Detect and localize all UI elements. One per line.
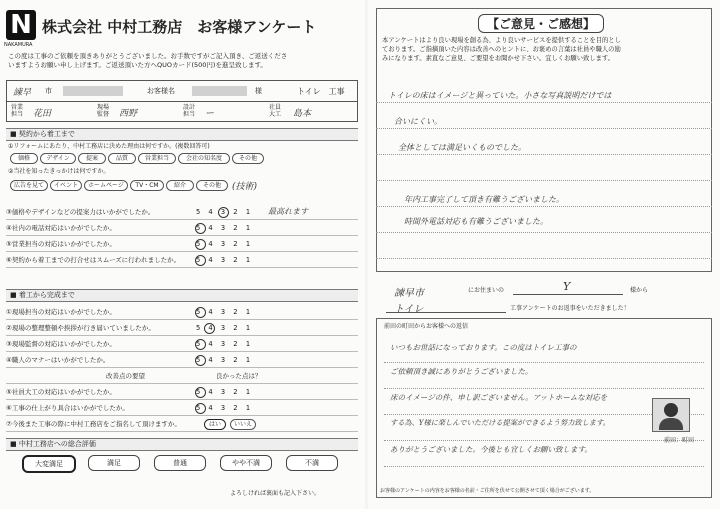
source-referral[interactable]: 紹介 (166, 180, 194, 191)
reason-reputation[interactable]: 会社の知名度 (178, 153, 230, 164)
address-redacted (63, 86, 123, 96)
work-type: トイレ 工事 (297, 87, 345, 96)
repeat-no[interactable]: いいえ (230, 419, 256, 430)
eval-satisfied[interactable]: 満足 (88, 455, 140, 471)
reason-quality[interactable]: 品質 (108, 153, 136, 164)
work-suffix: 工事アンケートのお返事をいただきました！ (510, 305, 630, 312)
reason-sales[interactable]: 営業担当 (138, 153, 176, 164)
logo-caption: NAKAMURA (4, 42, 33, 48)
question-row-feedback: 改善点の要望 良かった点は？ (6, 369, 358, 384)
answer-mark (195, 239, 206, 250)
reply-line-4: する為、Y様に楽しんでいただける提案ができるよう努力致します。 (390, 418, 610, 427)
source-homepage[interactable]: ホームページ (84, 180, 128, 191)
question-row-supervisor: ③現場監督の対応はいかがでしたか。 5 4 3 2 1 (6, 337, 358, 352)
customer-line (513, 294, 623, 295)
comments-intro: 本アンケートはより良い現場を創る為、より良いサービスを提供することを目的とし ております。ご指摘頂いた内容は改善へのヒントに、お褒めの言葉は社員や職人の励 みになります。素直なご意見、ご要望をお聞かせ下さい。宜しくお願い致します。 (382, 37, 621, 62)
reply-line-1: いつもお世話になっております。この度はトイレ工事の (390, 343, 577, 352)
page-title: 株式会社 中村工務店 お客様アンケート (42, 18, 317, 36)
reason-price[interactable]: 価格 (10, 153, 38, 164)
eval-dissatisfied[interactable]: 不満 (286, 455, 338, 471)
answer-mark (204, 323, 215, 334)
comment-line-1: トイレの床はイメージと異っていた。小さな写真説明だけでは (388, 91, 612, 100)
work-name: トイレ (394, 304, 424, 315)
question-row-manners: ④職人のマナーはいかがでしたか。 5 4 3 2 1 (6, 353, 358, 368)
staff-avatar (652, 398, 690, 432)
privacy-footer: お客様のアンケートの内容をお客様の名前・ご住所を伏せて公開させて頂く場合がございます。 (380, 488, 595, 494)
staff-role-design: 設計担当 (183, 104, 196, 118)
eval-neutral[interactable]: 普通 (154, 455, 206, 471)
question-row-phone: ④社内の電話対応はいかがでしたか。 5 4 3 2 1 (6, 221, 358, 236)
question-row-site: ①現場担当の対応はいかがでしたか。 5 4 3 2 1 (6, 305, 358, 320)
question-row-finish: ⑥工事の仕上がり具合はいかがでしたか。 5 4 3 2 1 (6, 401, 358, 416)
repeat-yes[interactable]: はい (204, 419, 226, 430)
answer-mark (195, 355, 206, 366)
section-construction: ■ 着工から完成まで (6, 289, 358, 302)
address-label: 市 (45, 87, 52, 95)
customer-initial-suffix: 様から (630, 287, 649, 294)
answer-mark (195, 307, 206, 318)
customer-city: 諫早市 (394, 288, 424, 299)
source-note: (技術) (232, 182, 258, 192)
staff-name-supervisor: 西野 (119, 109, 138, 119)
reason-design[interactable]: デザイン (40, 153, 76, 164)
answer-mark (195, 387, 206, 398)
reply-line-3: 床のイメージの件、申し訳ございません。アットホームな対応を (390, 393, 608, 402)
customer-info-table (6, 80, 358, 122)
staff-name-sales: 花田 (33, 109, 52, 119)
logo-letter: N (10, 10, 32, 40)
answer-mark (218, 207, 229, 218)
survey-back-page (368, 0, 720, 509)
logo (6, 10, 36, 40)
staff-role-supervisor: 現場監督 (97, 104, 110, 118)
proposal-note: 最高れます (268, 207, 308, 216)
staff-role-carpenter: 社員大工 (269, 104, 282, 118)
eval-somewhat-dissatisfied[interactable]: やや不満 (220, 455, 272, 471)
customer-name-label: お客様名 (147, 87, 175, 95)
reply-header: 前田の町田からお客様への返信 (384, 323, 469, 330)
answer-mark (195, 255, 206, 266)
source-tv[interactable]: TV・CM (130, 180, 164, 191)
customer-initial: Y (563, 280, 571, 293)
page-footer: よろしければ裏面も記入下さい。 (230, 490, 321, 497)
section-contract: ■ 契約から着工まで (6, 128, 358, 141)
comment-line-4: 年内工事完了して頂き有難うございました。 (404, 195, 564, 204)
answer-mark (195, 223, 206, 234)
question-source: ②当社を知ったきっかけは何ですか。 (8, 168, 110, 175)
question-reason: ①リフォームにあたり、中村工務店に決めた理由は何ですか。(複数回答可) (8, 143, 210, 150)
question-row-proposal: ③価格やデザインなどの提案力はいかがでしたか。 5 4 3 2 1 最高れます (6, 205, 358, 220)
staff-name-carpenter: 島本 (293, 109, 312, 119)
reason-proposal[interactable]: 提案 (78, 153, 106, 164)
question-row-meeting: ⑥契約から着工までの打合せはスムーズに行われましたか。 5 4 3 2 1 (6, 253, 358, 268)
section-overall: ■ 中村工務店への総合評価 (6, 438, 358, 451)
question-row-sales: ⑤営業担当の対応はいかがでしたか。 5 4 3 2 1 (6, 237, 358, 252)
source-event[interactable]: イベント (50, 180, 82, 191)
eval-very-satisfied[interactable]: 大変満足 (22, 455, 76, 473)
question-row-tidiness: ②現場の整理整頓や挨拶が行き届いていましたか。 5 4 3 2 1 (6, 321, 358, 336)
customer-name-redacted (192, 86, 247, 96)
work-line (386, 312, 506, 313)
evaluation-buttons (10, 455, 350, 471)
answer-mark (195, 339, 206, 350)
answer-mark (195, 403, 206, 414)
intro-text: この度は工事のご依頼を頂きありがとうございました。お手数ですがご記入頂き、ご返送くださ いますようお願い申し上げます。ご返送頂いた方へQUOカード(500円)を進呈致します。 (8, 52, 288, 69)
comment-line-5: 時間外電話対応も有難うございました。 (404, 217, 548, 226)
customer-city-suffix: にお住まいの (468, 287, 505, 294)
address-value: 諫早 (13, 88, 32, 98)
comment-line-2: 合いにくい。 (394, 117, 442, 126)
comments-title: 【ご意見・ご感想】 (478, 14, 604, 33)
comment-line-3: 全体としては満足いくものでした。 (398, 143, 526, 152)
staff-role-sales: 営業担当 (11, 104, 24, 118)
staff-name-design: ー (205, 109, 215, 119)
customer-name-suffix: 様 (255, 87, 262, 95)
source-other[interactable]: その他 (196, 180, 228, 191)
reply-line-2: ご依頼頂き誠にありがとうございました。 (390, 367, 533, 376)
reply-line-5: ありがとうございました。今後とも宜しくお願い致します。 (390, 445, 592, 454)
question-row-carpenter: ⑤社員大工の対応はいかがでしたか。 5 4 3 2 1 (6, 385, 358, 400)
question-row-repeat: ⑦今後また工事の際に中村工務店をご指名して頂けますか。 はい いいえ (6, 417, 358, 432)
reason-other[interactable]: その他 (232, 153, 264, 164)
source-ad[interactable]: 広告を見て (10, 180, 48, 191)
staff-signature: 前田：町田 (664, 437, 695, 444)
